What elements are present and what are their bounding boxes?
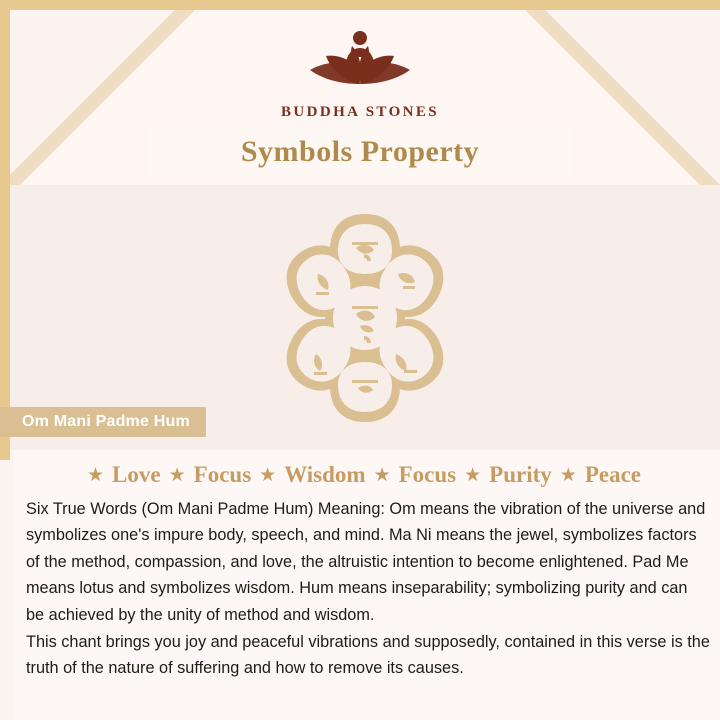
description-panel xyxy=(14,450,720,720)
star-icon: ★ xyxy=(559,464,577,486)
star-icon: ★ xyxy=(464,464,482,486)
star-icon: ★ xyxy=(259,464,277,486)
paragraph-chant: This chant brings you joy and peaceful vibrations and supposedly, contained in this verse is the truth of the nature of suffering and how to remove its causes. xyxy=(26,632,710,678)
description-text xyxy=(14,494,720,682)
keyword-list xyxy=(14,450,720,494)
brand-logo xyxy=(0,22,720,121)
star-icon: ★ xyxy=(86,464,105,486)
page-title: Symbols Property xyxy=(240,135,480,168)
paragraph-meaning: Six True Words (Om Mani Padme Hum) Meaning: Om means the vibration of the universe and symbolizes one's impure body, speech, and mind. Ma Ni means the jewel, symbolizes factors of the method, compassion, and love, the altruistic intention to become enlightened. Pad Me means lotus and symbolizes wisdom. Hum means inseparability; symbolizing purity and can be achieved by the unity of method and wisdom. xyxy=(26,500,706,624)
star-icon: ★ xyxy=(373,464,391,486)
frame-border-top xyxy=(0,0,720,10)
keyword-love: Love xyxy=(112,462,161,487)
keyword-purity: Purity xyxy=(489,462,552,487)
om-mani-padme-hum-mandala-icon xyxy=(240,198,490,438)
lotus-meditation-icon xyxy=(280,22,440,100)
title-plate xyxy=(148,128,572,176)
keyword-focus-2: Focus xyxy=(398,462,457,487)
brand-name: BUDDHA STONES xyxy=(280,104,440,120)
chant-label-tag xyxy=(0,407,206,437)
chant-label-text: Om Mani Padme Hum xyxy=(22,413,190,430)
keyword-focus-1: Focus xyxy=(193,462,252,487)
keyword-peace: Peace xyxy=(584,462,642,487)
keyword-wisdom: Wisdom xyxy=(284,462,366,487)
star-icon: ★ xyxy=(168,464,186,486)
